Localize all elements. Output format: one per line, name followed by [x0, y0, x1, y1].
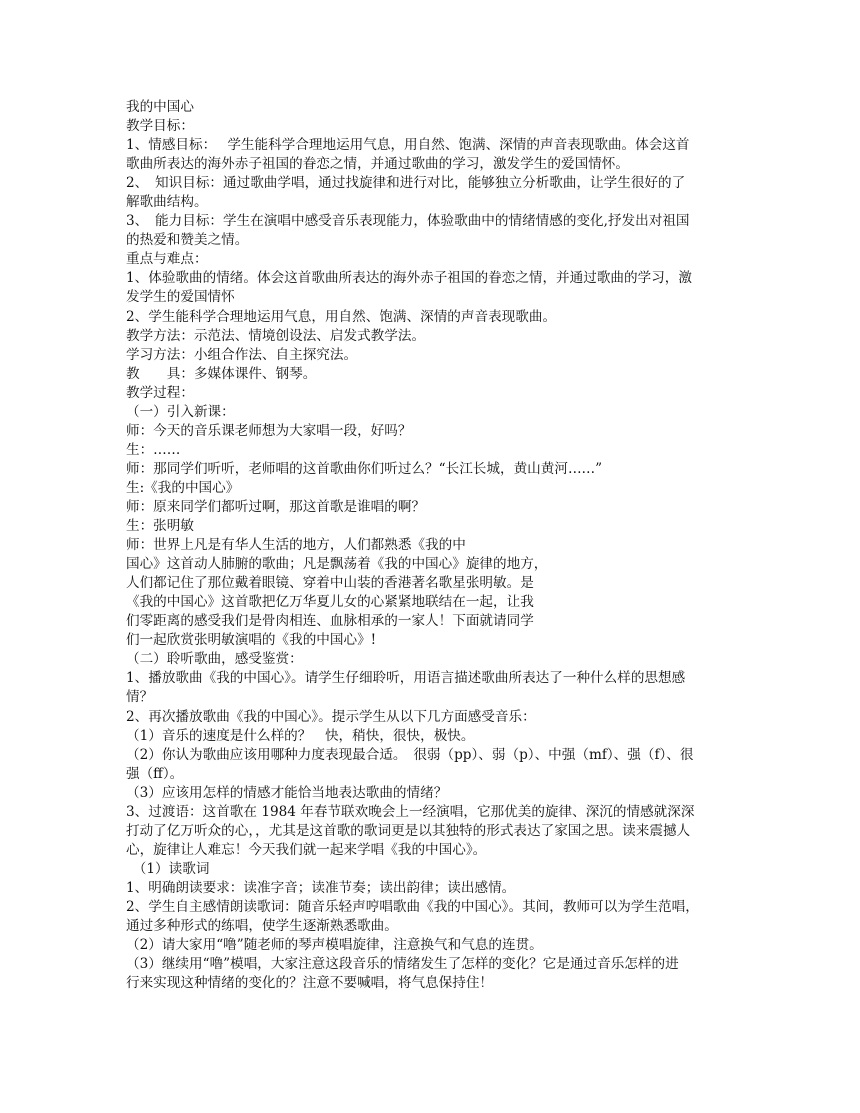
text-line: 师：今天的音乐课老师想为大家唱一段，好吗？ [126, 422, 412, 439]
text-line: （3）应该用怎样的情感才能恰当地表达歌曲的情绪？ [126, 784, 448, 801]
text-line: （1）读歌词 [126, 860, 210, 877]
text-line: 心，旋律让人难忘！今天我们就一起来学唱《我的中国心》。 [126, 841, 487, 858]
text-line: 情？ [126, 689, 154, 706]
text-line: 发学生的爱国情怀 [126, 289, 235, 306]
text-line: 2、再次播放歌曲《我的中国心》。提示学生从以下几方面感受音乐： [126, 708, 536, 725]
text-line: 人们都记住了那位戴着眼镜、穿着中山装的香港著名歌星张明敏。是 [126, 575, 534, 592]
text-line: 们零距离的感受我们是骨肉相连、血脉相承的一家人！下面就请同学 [126, 613, 534, 630]
text-line: 教学方法：示范法、情境创设法、启发式教学法。 [126, 327, 426, 344]
text-line: 2、学生能科学合理地运用气息，用自然、饱满、深情的声音表现歌曲。 [126, 308, 557, 325]
text-line: 学习方法：小组合作法、自主探究法。 [126, 346, 358, 363]
text-line: 生:《我的中国心》 [126, 479, 240, 496]
text-line: 生：张明敏 [126, 518, 194, 535]
text-line: 师：世界上凡是有华人生活的地方，人们都熟悉《我的中 [126, 537, 466, 554]
text-line: 解歌曲结构。 [126, 194, 208, 211]
text-line: 行来实现这种情绪的变化的？注意不要喊唱，将气息保持住！ [126, 975, 494, 992]
text-line: 教学目标： [126, 118, 194, 135]
text-line: 1、明确朗读要求：读准字音；读准节奏；读出韵律；读出感情。 [126, 879, 516, 896]
text-line: （3）继续用“噜”模唱，大家注意这段音乐的情绪发生了怎样的变化？它是通过音乐怎样的进 [126, 956, 679, 973]
text-line: 2、学生自主感情朗读歌词：随音乐轻声哼唱歌曲《我的中国心》。其间，教师可以为学生范唱， [126, 898, 699, 915]
text-line: 师：原来同学们都听过啊，那这首歌是谁唱的啊？ [126, 498, 426, 515]
text-line: 们一起欣赏张明敏演唱的《我的中国心》! [126, 632, 377, 649]
text-line: （1）音乐的速度是什么样的？ 快，稍快，很快，极快。 [126, 727, 475, 744]
text-line: 教学过程： [126, 384, 194, 401]
text-line: 师：那同学们听听，老师唱的这首歌曲你们听过么？“长江长城，黄山黄河……” [126, 460, 603, 477]
text-line: （二）聆听歌曲，感受鉴赏： [126, 651, 303, 668]
text-line: 1、情感目标： 学生能科学合理地运用气息，用自然、饱满、深情的声音表现歌曲。体会这首 [126, 137, 690, 154]
text-line: 生：…… [126, 441, 181, 458]
text-line: 1、播放歌曲《我的中国心》。请学生仔细聆听，用语言描述歌曲所表达了一种什么样的思想感 [126, 670, 686, 687]
text-line: 《我的中国心》这首歌把亿万华夏儿女的心紧紧地联结在一起，让我 [126, 594, 534, 611]
text-line: （2）请大家用“噜”随老师的琴声模唱旋律，注意换气和气息的连贯。 [126, 937, 543, 954]
text-line: （一）引入新课： [126, 403, 235, 420]
text-line: 国心》这首动人肺腑的歌曲；凡是飘荡着《我的中国心》旋律的地方， [126, 556, 548, 573]
text-line: 2、 知识目标：通过歌曲学唱，通过找旋律和进行对比，能够独立分析歌曲，让学生很好的了 [126, 175, 686, 192]
text-line: （2）你认为歌曲应该用哪种力度表现最合适。 很弱（pp）、弱（p）、中强（mf）、强（f）、很 [126, 746, 694, 763]
document-page [126, 98, 738, 993]
text-line: 1、体验歌曲的情绪。体会这首歌曲所表达的海外赤子祖国的眷恋之情，并通过歌曲的学习，激 [126, 270, 692, 287]
text-line: 强（ff）。 [126, 765, 184, 782]
text-line: 3、过渡语：这首歌在 1984 年春节联欢晚会上一经演唱，它那优美的旋律、深沉的情感就深深 [126, 803, 695, 820]
text-line: 通过多种形式的练唱，使学生逐渐熟悉歌曲。 [126, 918, 398, 935]
text-line: 打动了亿万听众的心，，尤其是这首歌的歌词更是以其独特的形式表达了家国之思。读来震撼人 [126, 822, 691, 839]
text-line: 3、 能力目标：学生在演唱中感受音乐表现能力，体验歌曲中的情绪情感的变化,抒发出对祖国 [126, 213, 690, 230]
text-line: 的热爱和赞美之情。 [126, 232, 249, 249]
text-line: 教 具：多媒体课件、钢琴。 [126, 365, 317, 382]
text-line: 重点与难点： [126, 251, 208, 268]
text-line: 我的中国心 [126, 99, 194, 115]
text-line: 歌曲所表达的海外赤子祖国的眷恋之情，并通过歌曲的学习，激发学生的爱国情怀。 [126, 156, 629, 173]
